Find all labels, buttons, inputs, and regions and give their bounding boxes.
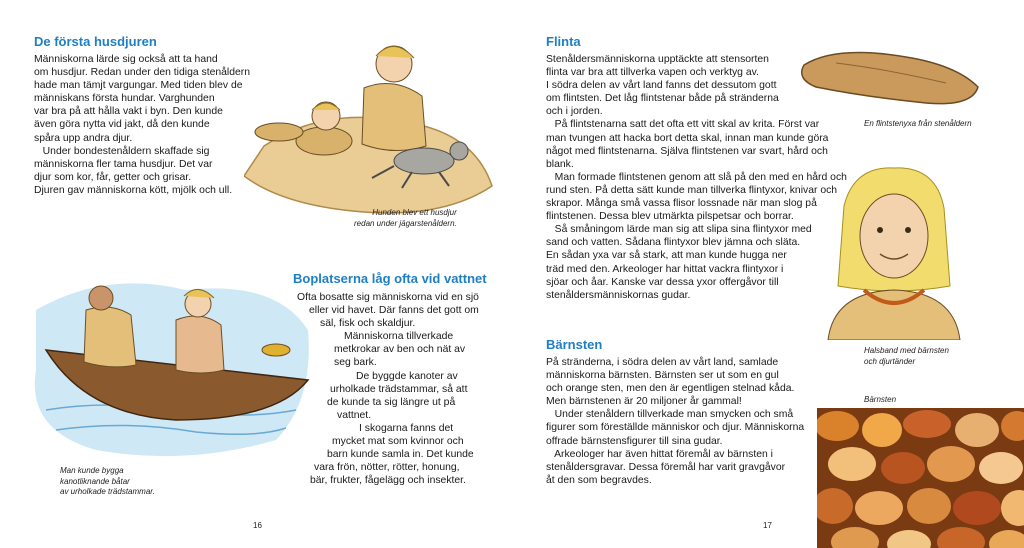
text-line: hade man tämjt vargungar. Med tiden blev de [34, 80, 243, 92]
text-first-pets [34, 53, 250, 197]
illustration-girl-necklace [824, 166, 964, 340]
text-line: redan under jägarstenåldern. [354, 218, 457, 228]
text-line: Men bärnstenen är 20 miljoner år gammal! [546, 396, 742, 408]
text-line: kanotliknande båtar [60, 476, 130, 486]
text-line: flinta var bra att tillverka vapen och verktyg av. [546, 67, 759, 79]
caption-flint-axe: En flintstenyxa från stenåldern [864, 119, 972, 128]
text-line: av urholkade trädstammar. [60, 487, 155, 496]
text-line: och djurtänder [864, 356, 916, 366]
text-line: Stenåldersmänniskorna upptäckte att stensorten [546, 54, 769, 65]
text-line: flintstenen. Dessa blev utmärkta pilspetsar och borrar. [546, 211, 794, 223]
text-line: var bra på att hålla vakt i byn. Den kunde [34, 106, 223, 118]
text-line: stenåldersmänniskornas gudar. [546, 289, 691, 301]
text-line: offrade bärnstensfigurer till sina gudar. [546, 435, 723, 447]
text-line: något med flintstenarna. Själva flintstenen var svart, hård och [546, 145, 828, 157]
text-line: människorna bärnsten. Bärnsten ser ut som en gul [546, 370, 779, 382]
text-line: Hunden blev ett husdjur [372, 208, 457, 217]
text-line: om flintsten. Det låg flintstenar både på stränderna [546, 93, 779, 105]
text-line: De byggde kanoter av [356, 370, 458, 382]
caption-dog [354, 208, 457, 229]
text-line: Människorna lärde sig också att ta hand [34, 54, 218, 65]
text-line: Under stenåldern tillverkade man smycken och små [546, 409, 794, 421]
text-line: I södra delen av vårt land fanns det dessutom gott [546, 80, 777, 92]
text-line: urholkade trädstammar, så att [330, 383, 468, 395]
text-line: och i jorden. [546, 106, 603, 118]
illustration-children-with-dog [244, 36, 494, 216]
text-line: Under bondestenåldern skaffade sig [34, 145, 210, 157]
text-line: sjöar och åar. Kanske var dessa yxor offergåvor till [546, 276, 779, 288]
heading-flint: Flinta [546, 34, 581, 49]
text-line: spåra upp andra djur. [34, 132, 133, 144]
page-number-left: 16 [253, 521, 262, 530]
text-line: seg bark. [334, 357, 377, 369]
text-line: stenåldersgravar. Dessa föremål har varit gravgåvor [546, 461, 786, 473]
text-line: Arkeologer har även hittat föremål av bärnsten i [546, 448, 773, 460]
text-line: Man kunde bygga [60, 466, 124, 475]
text-line: Halsband med bärnsten [864, 346, 949, 355]
text-line: blank. [546, 158, 574, 170]
text-line: På stränderna, i södra delen av vårt land, samlade [546, 357, 779, 368]
photo-amber [817, 408, 1024, 548]
heading-amber: Bärnsten [546, 337, 603, 352]
text-line: Djuren gav människorna kött, mjölk och ull. [34, 184, 233, 196]
heading-first-pets: De första husdjuren [34, 34, 157, 49]
text-line: åt den som begravdes. [546, 474, 652, 486]
text-line: om husdjur. Redan under den tidiga stenåldern [34, 67, 251, 79]
text-line: de kunde ta sig längre ut på [327, 396, 456, 408]
text-line: I skogarna fanns det [359, 422, 454, 434]
text-line: säl, fisk och skaldjur. [320, 318, 416, 330]
text-line: djur som kor, får, getter och grisar. [34, 171, 192, 183]
text-line: sand och vatten. Sådana flintyxor blev jämna och släta. [546, 237, 801, 249]
text-line: människans första hundar. Varghunden [34, 93, 215, 105]
photo-flint-axe [796, 43, 982, 113]
text-line: En sådan yxa var så stark, att man kunde hugga ner [546, 250, 787, 262]
caption-amber: Bärnsten [864, 395, 897, 404]
text-line: träd med den. Arkeologer har hittat vackra flintyxor i [546, 263, 784, 275]
caption-canoe [60, 466, 155, 498]
illustration-dugout-canoe [26, 270, 314, 462]
text-line: På flintstenarna satt det ofta ett vitt skal av krita. Först var [546, 119, 820, 131]
text-line: man tvungen att hacka bort detta skal, innan man kunde göra [546, 132, 829, 144]
text-line: vara frön, nötter, rötter, honung, [314, 462, 460, 474]
text-line: även göra nytta vid jakt, då den kunde [34, 119, 210, 131]
text-line: vattnet. [337, 409, 372, 421]
text-line: figurer som föreställde människor och djur. Människorna [546, 422, 805, 434]
text-line: skrapor. Många små vassa flisor lossnade när man slog på [546, 198, 817, 210]
text-line: mycket mat som kvinnor och [332, 436, 464, 448]
text-line: eller vid havet. Där fanns det gott om [309, 305, 479, 317]
caption-necklace [864, 346, 949, 367]
text-line: metkrokar av ben och nät av [334, 344, 466, 356]
text-line: rund sten. På detta sätt kunde man tillverka flintyxor, knivar och [546, 184, 838, 196]
text-line: Så småningom lärde man sig att slipa sina flintyxor med [546, 224, 812, 236]
text-line: barn kunde samla in. Det kunde [327, 449, 474, 461]
text-line: Människorna tillverkade [344, 331, 454, 343]
text-line: och orange sten, men den är egentligen stelnad kåda. [546, 383, 795, 395]
text-line: Man formade flintstenen genom att slå på den med en hård och [546, 171, 847, 183]
text-line: människorna fler tama husdjur. Det var [34, 158, 213, 170]
text-settlements [297, 291, 479, 487]
text-line: Ofta bosatte sig människorna vid en sjö [297, 292, 479, 303]
page-number-right: 17 [763, 521, 772, 530]
text-line: bär, frukter, fågelägg och insekter. [310, 475, 466, 487]
text-amber [546, 356, 804, 487]
heading-settlements: Boplatserna låg ofta vid vattnet [293, 271, 487, 286]
